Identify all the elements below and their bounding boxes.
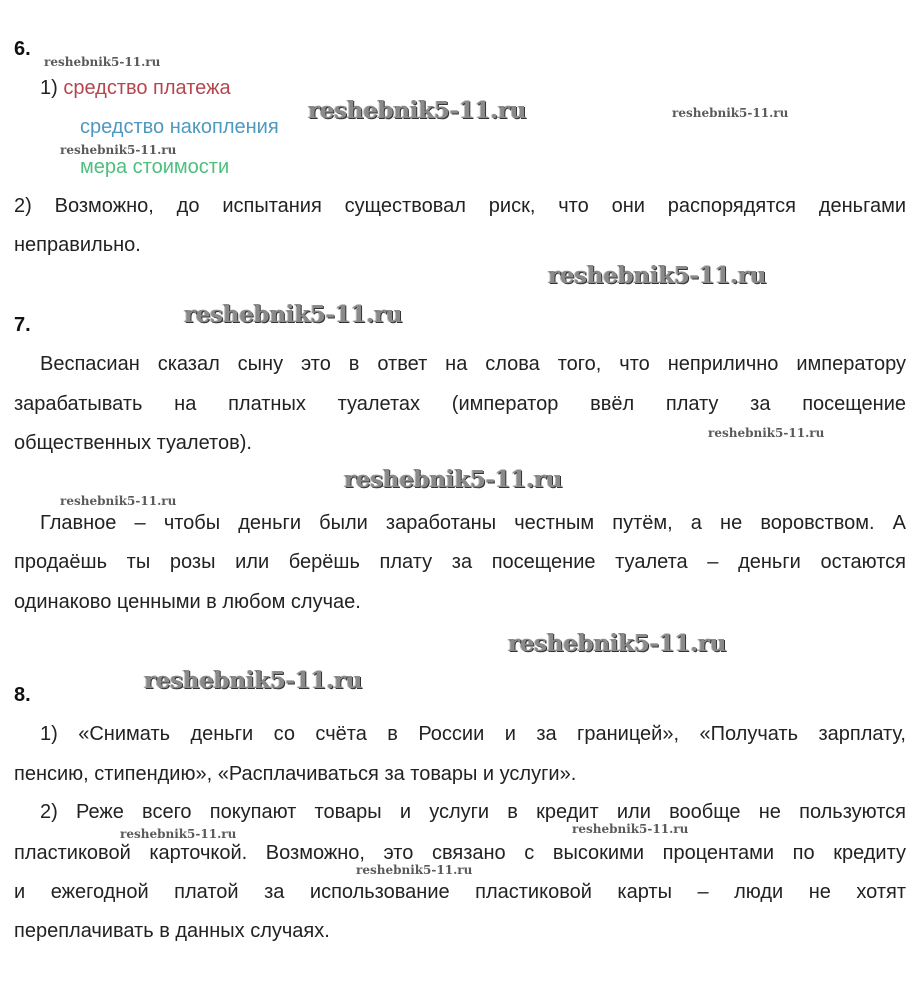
watermark: reshebnik5-11.ru [120,827,237,841]
q8-answer-1-line-2: пенсию, стипендию», «Расплачиваться за товары и услуги». [14,763,577,785]
q7-paragraph-2-line-2: продаёшь ты розы или берёшь плату за посещение туалета – деньги остаются [14,551,906,573]
q6-answer-1 [40,76,231,100]
question-8-number: 8. [14,684,31,706]
watermark: reshebnik5-11.ru [184,301,403,328]
watermark: reshebnik5-11.ru [672,106,789,120]
q8-answer-2-line-3: и ежегодной платой за использование пластиковой карты – люди не хотят [14,881,906,903]
watermark: reshebnik5-11.ru [44,55,161,69]
question-6-number: 6. [14,38,31,60]
watermark: reshebnik5-11.ru [60,494,177,508]
q6-answer-2-line-1: 2) Возможно, до испытания существовал риск, что они распорядятся деньгами [14,195,906,217]
q7-paragraph-1-line-3: общественных туалетов). [14,432,252,454]
q8-answer-1-line-1: 1) «Снимать деньги со счёта в России и за границей», «Получать зарплату, [40,723,906,745]
watermark: reshebnik5-11.ru [572,822,689,836]
watermark: reshebnik5-11.ru [548,262,767,289]
q6-function-accumulation: средство накопления [80,116,279,138]
q7-paragraph-1-line-2: зарабатывать на платных туалетах (император ввёл плату за посещение [14,393,906,415]
watermark: reshebnik5-11.ru [144,667,363,694]
q8-answer-2-line-1: 2) Реже всего покупают товары и услуги в кредит или вообще не пользуются [40,801,906,823]
q7-paragraph-2-line-1: Главное – чтобы деньги были заработаны честным путём, а не воровством. А [40,512,906,534]
q6-function-payment: средство платежа [63,77,231,99]
watermark: reshebnik5-11.ru [308,97,527,124]
watermark: reshebnik5-11.ru [344,466,563,493]
watermark: reshebnik5-11.ru [60,143,177,157]
watermark: reshebnik5-11.ru [708,426,825,440]
q7-paragraph-1-line-1: Веспасиан сказал сыну это в ответ на слова того, что неприлично императору [40,353,906,375]
watermark: reshebnik5-11.ru [356,863,473,877]
q8-answer-2-line-2: пластиковой карточкой. Возможно, это связано с высокими процентами по кредиту [14,842,906,864]
q7-paragraph-2-line-3: одинаково ценными в любом случае. [14,591,361,613]
q8-answer-2-line-4: переплачивать в данных случаях. [14,920,330,942]
q6-answer-1-prefix: 1) [40,77,64,99]
question-7-number: 7. [14,314,31,336]
q6-function-measure: мера стоимости [80,156,230,178]
q6-answer-2-line-2: неправильно. [14,234,141,256]
watermark: reshebnik5-11.ru [508,630,727,657]
